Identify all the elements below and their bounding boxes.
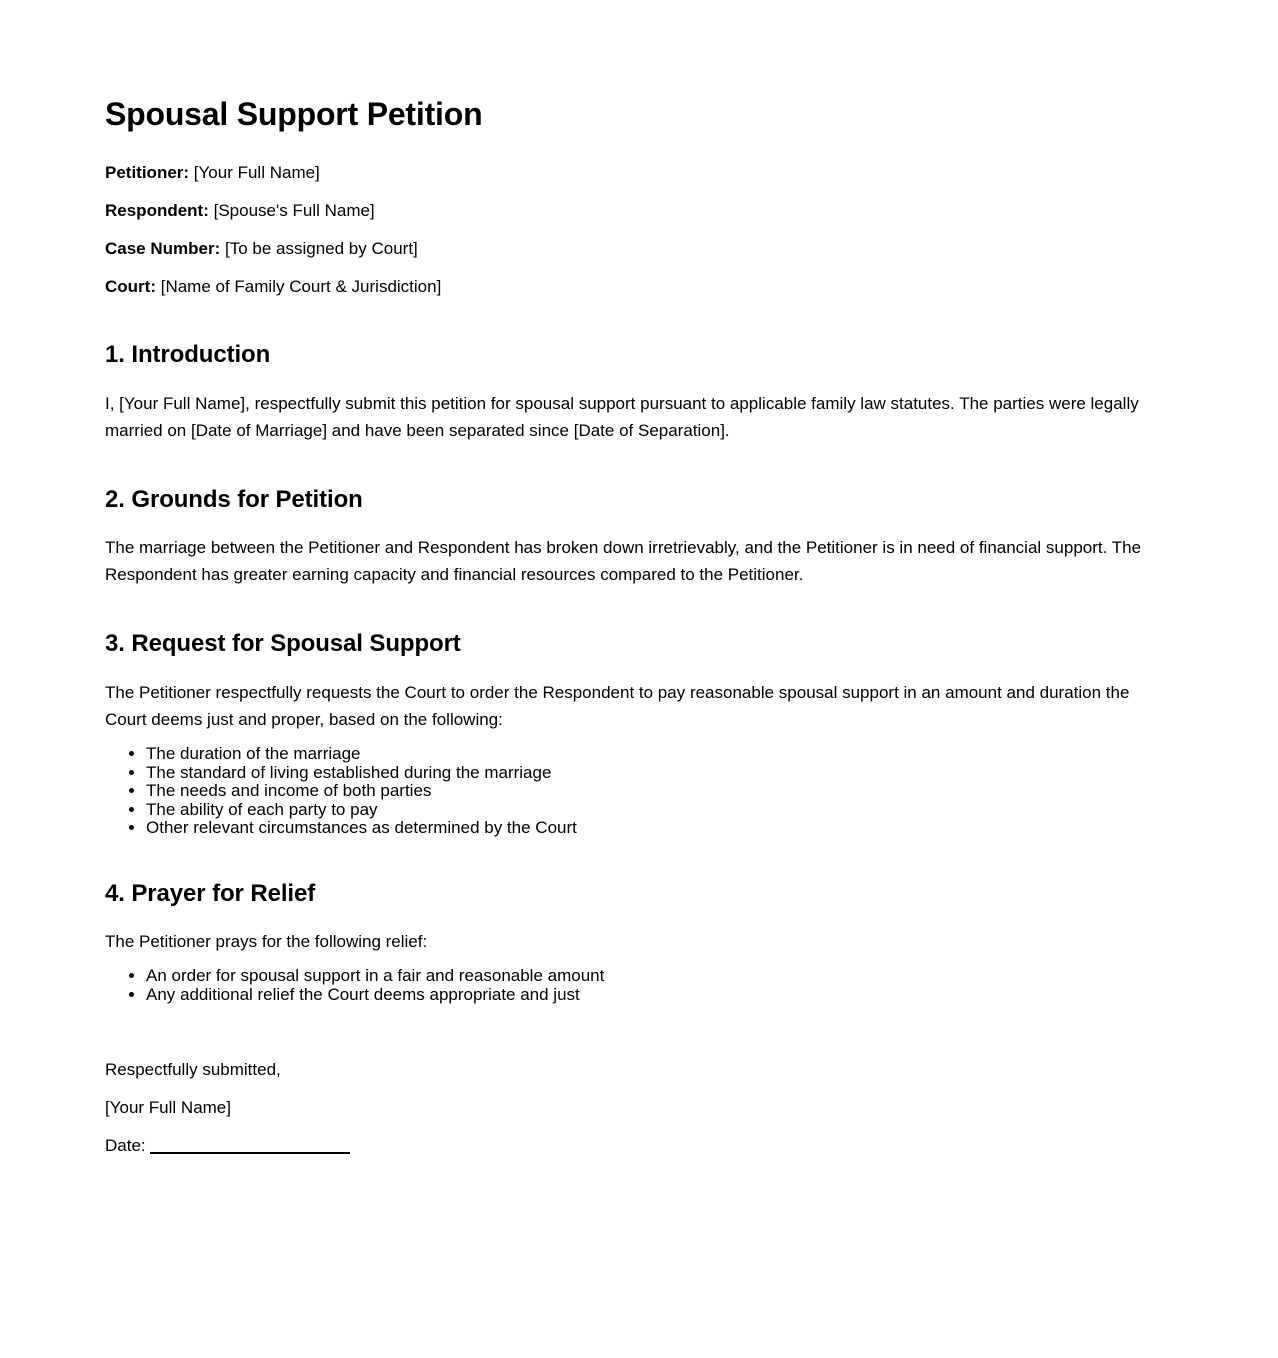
meta-case-number	[105, 237, 1175, 261]
meta-case-number-value: [To be assigned by Court]	[225, 238, 418, 258]
list-item: • The ability of each party to pay	[146, 801, 1175, 820]
meta-petitioner-label: Petitioner:	[105, 162, 190, 182]
meta-petitioner	[105, 161, 1175, 185]
meta-petitioner-value: [Your Full Name]	[193, 162, 320, 182]
section-heading-request: 3. Request for Spousal Support	[105, 630, 461, 658]
list-item: • The needs and income of both parties	[146, 782, 1175, 801]
section-heading-grounds: 2. Grounds for Petition	[105, 485, 363, 513]
signature-closing: Respectfully submitted,	[105, 1060, 281, 1080]
meta-respondent-label: Respondent:	[105, 200, 209, 220]
signature-date-label: Date:	[105, 1136, 146, 1156]
list-item: • Any additional relief the Court deems appropriate and just	[146, 986, 1175, 1005]
signature-date-blank[interactable]	[150, 1152, 350, 1154]
list-item: • Other relevant circumstances as determined by the Court	[146, 819, 1175, 838]
signature-name: [Your Full Name]	[105, 1098, 231, 1118]
page-title: Spousal Support Petition	[105, 96, 483, 132]
relief-requests-list	[105, 967, 1175, 1004]
request-factors-list	[105, 745, 1175, 838]
meta-respondent-value: [Spouse's Full Name]	[213, 200, 375, 220]
list-item: • An order for spousal support in a fair and reasonable amount	[146, 967, 1175, 986]
section-text-request: The Petitioner respectfully requests the Court to order the Respondent to pay reasonable spousal support in an amount and duration the Court deems just and proper, based on the following:	[105, 683, 1130, 730]
meta-court-label: Court:	[105, 276, 156, 296]
meta-court-value: [Name of Family Court & Jurisdiction]	[160, 276, 442, 296]
meta-respondent	[105, 199, 1175, 223]
section-text-relief: The Petitioner prays for the following relief:	[105, 932, 428, 952]
section-text-introduction: I, [Your Full Name], respectfully submit this petition for spousal support pursuant to applicable family law statutes. The parties were legally married on [Date of Marriage] and have been separated since [Date of Separation].	[105, 393, 1139, 440]
signature-date	[105, 1134, 1175, 1158]
section-heading-relief: 4. Prayer for Relief	[105, 879, 316, 907]
list-item: • The standard of living established during the marriage	[146, 764, 1175, 783]
meta-court	[105, 275, 1175, 299]
section-text-grounds: The marriage between the Petitioner and Respondent has broken down irretrievably, and the Petitioner is in need of financial support. The Respondent has greater earning capacity and financial resources compared to the Petitioner.	[105, 538, 1142, 585]
signature-spacer	[105, 1004, 1175, 1058]
meta-case-number-label: Case Number:	[105, 238, 221, 258]
page-bottom-spacer	[105, 1158, 1175, 1358]
section-heading-introduction: 1. Introduction	[105, 340, 271, 368]
list-item: • The duration of the marriage	[146, 745, 1175, 764]
